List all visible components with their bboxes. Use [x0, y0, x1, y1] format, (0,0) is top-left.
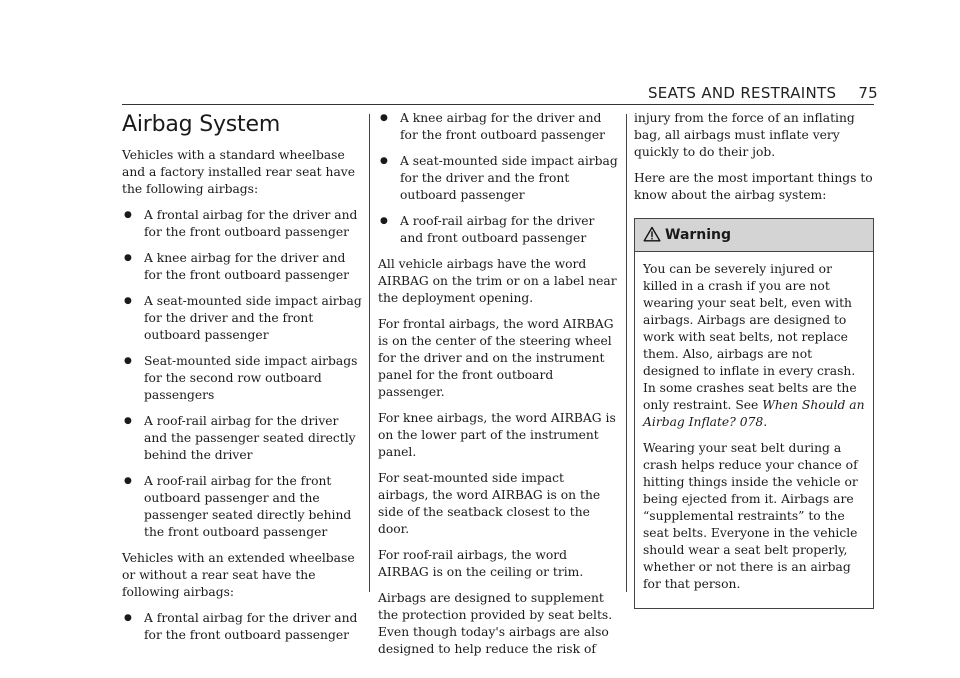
warning-header [635, 219, 873, 252]
warning-paragraph: Wearing your seat belt during a crash helps reduce your chance of hitting things inside the vehicle or being ejected from it. Airbags are “supplemental restraints” to the seat belts. Everyone in the vehicle should wear a seat belt properly, whether or not there is an airbag for that person. [643, 441, 858, 591]
bullet-icon: ● [124, 356, 132, 366]
list-item: ● A seat-mounted side impact airbag for the driver and the front outboard passenger [124, 294, 362, 342]
bullet-icon: ● [124, 613, 132, 623]
list-item: ● A frontal airbag for the driver and for the front outboard passenger [124, 208, 358, 239]
paragraph: injury from the force of an inflating bag, all airbags must inflate very quickly to do their job. [634, 111, 855, 159]
extended-intro-paragraph: Vehicles with an extended wheelbase or without a rear seat have the following airbags: [122, 551, 355, 599]
section-heading: Airbag System [122, 112, 281, 137]
list-item: ● A knee airbag for the driver and for the front outboard passenger [380, 111, 605, 142]
column-divider-2 [626, 114, 627, 592]
paragraph: Airbags are designed to supplement the protection provided by seat belts. Even though today's airbags are also designed to help reduce the risk of [378, 591, 613, 656]
column-2 [378, 110, 618, 667]
intro-paragraph: Vehicles with a standard wheelbase and a factory installed rear seat have the following airbags: [122, 148, 355, 196]
paragraph: For knee airbags, the word AIRBAG is on the lower part of the instrument panel. [378, 411, 616, 459]
column-3 [634, 110, 880, 609]
warning-paragraph: You can be severely injured or killed in a crash if you are not wearing your seat belt, even with airbags. Airbags are designed to work with seat belts, not replace them. Also, airbags are not designed to inflate in every crash. In some crashes seat belts are the only restraint. See When Should an Airbag Inflate? 078. [643, 262, 865, 429]
bullet-icon: ● [124, 253, 132, 263]
paragraph: For roof-rail airbags, the word AIRBAG is on the ceiling or trim. [378, 548, 584, 579]
bullet-icon: ● [124, 416, 132, 426]
warning-title: Warning [665, 227, 732, 243]
section-title: SEATS AND RESTRAINTS [647, 84, 837, 102]
page-ref-arrow-icon: 0 [739, 415, 748, 429]
cross-reference-link[interactable]: When Should an Airbag Inflate? [643, 398, 865, 429]
list-item: ● A roof-rail airbag for the driver and front outboard passenger [380, 214, 595, 245]
column-1 [122, 110, 362, 653]
bullet-icon: ● [124, 476, 132, 486]
warning-triangle-icon [643, 226, 661, 242]
header-rule [122, 104, 874, 105]
running-header [648, 84, 878, 102]
list-item: ● A frontal airbag for the driver and for the front outboard passenger [124, 611, 358, 642]
page-number: 75 [858, 84, 878, 102]
paragraph: For seat-mounted side impact airbags, the word AIRBAG is on the side of the seatback closest to the door. [378, 471, 601, 536]
warning-body [635, 252, 873, 608]
paragraph: For frontal airbags, the word AIRBAG is on the center of the steering wheel for the driver and on the instrument panel for the front outboard passenger. [378, 317, 614, 399]
bullet-icon: ● [124, 296, 132, 306]
list-item: ● Seat-mounted side impact airbags for the second row outboard passengers [124, 354, 358, 402]
bullet-icon: ● [380, 216, 388, 226]
bullet-icon: ● [380, 113, 388, 123]
warning-box [634, 218, 874, 609]
list-item: ● A seat-mounted side impact airbag for the driver and the front outboard passenger [380, 154, 618, 202]
list-item: ● A roof-rail airbag for the front outboard passenger and the passenger seated directly behind the front outboard passenger [124, 474, 352, 539]
bullet-icon: ● [124, 210, 132, 220]
list-item: ● A roof-rail airbag for the driver and the passenger seated directly behind the driver [124, 414, 356, 462]
list-item: ● A knee airbag for the driver and for the front outboard passenger [124, 251, 349, 282]
bullet-icon: ● [380, 156, 388, 166]
cross-reference-page[interactable]: 78 [747, 415, 764, 429]
column-divider-1 [369, 114, 370, 592]
paragraph: All vehicle airbags have the word AIRBAG on the trim or on a label near the deployment opening. [378, 257, 617, 305]
paragraph: Here are the most important things to know about the airbag system: [634, 171, 873, 202]
